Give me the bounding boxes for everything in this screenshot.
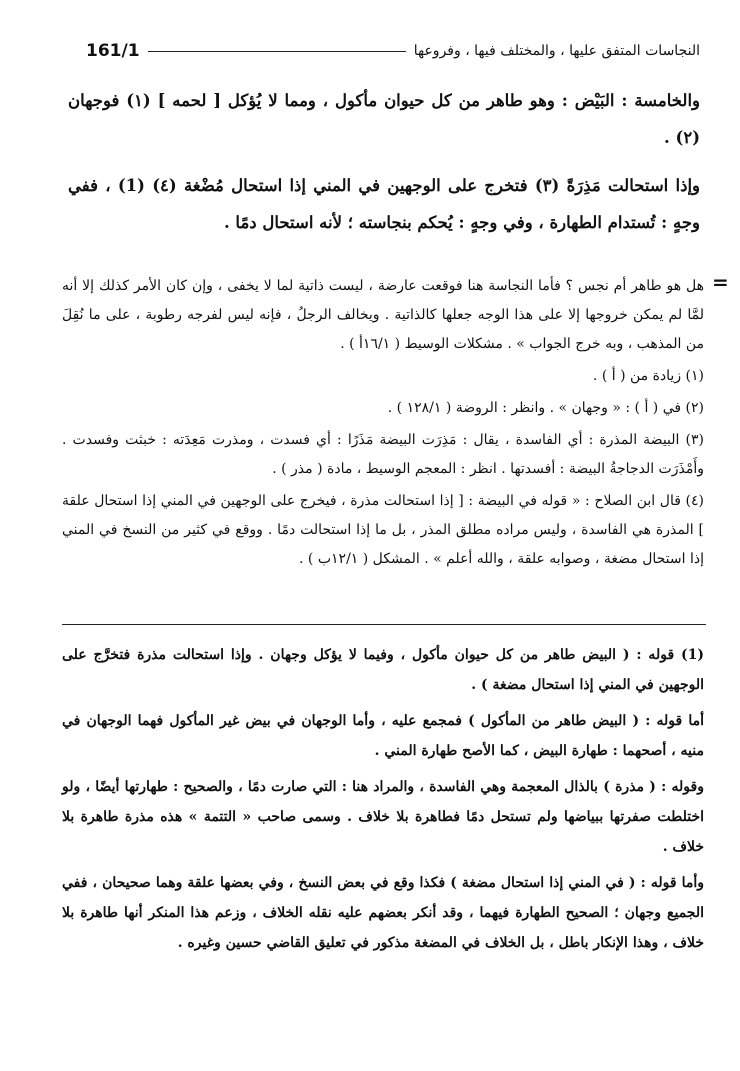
- gloss-divider: [62, 624, 706, 625]
- running-title: النجاسات المتفق عليها ، والمختلف فيها ، وفروعها: [413, 43, 700, 59]
- gloss-paragraph-3: وقوله : ( مذرة ) بالذال المعجمة وهي الفاسدة ، والمراد هنا : التي صارت دمًا ، والصحيح : طهارتها أيضًا ، ولو اختلطت صفرتها ببياضها ولم تستحل دمًا فطاهرة بلا خلاف . وسمى صاحب « التتمة » هذه مذرة طاهرة بلا خلاف .: [62, 779, 704, 855]
- footnote-4: (٤) قال ابن الصلاح : « قوله في البيضة : [ إذا استحالت مذرة ، فيخرج على الوجهين في المني إذا استحال علقة ] المذرة هي الفاسدة ، وليس مراده مطلق المذر ، بل ما إذا استحالت دمًا . ووقع في كثير من النسخ في المني إذا استحال مضغة ، وصوابه علقة ، والله أعلم » . المشكل ( ١٢/١ب ) .: [62, 493, 704, 567]
- main-paragraph-2: وإذا استحالت مَذِرَةً (٣) فتخرج على الوجهين في المني إذا استحال مُضْغة (٤) (1) ، ففي وجهٍ : تُستدام الطهارة ، وفي وجهٍ : يُحكم بنجاسته ؛ لأنه استحال دمًا .: [68, 176, 700, 232]
- gloss-paragraph-1: (1) قوله : ( البيض طاهر من كل حيوان مأكول ، وفيما لا يؤكل وجهان . وإذا استحالت مذرة فتخرَّج على الوجهين في المني إذا استحال مضغة ) .: [62, 647, 704, 693]
- gloss-section: [62, 640, 704, 964]
- page-number: 161/1: [86, 41, 140, 61]
- page-header: [86, 38, 700, 64]
- continuation-mark: =: [712, 270, 729, 294]
- header-rule: [148, 51, 406, 52]
- footnote-3: (٣) البيضة المذرة : أي الفاسدة ، يقال : مَذِرَت البيضة مَذَرًا : أي فسدت ، ومذرت مَعِدَته : خبثت وفسدت . وأَمْذَرَت الدجاجةُ البيضة : أفسدتها . انظر : المعجم الوسيط ، مادة ( مذر ) .: [62, 432, 704, 477]
- footnote-1: (١) زيادة من ( أ ) .: [592, 368, 704, 384]
- footnote-continuation: هل هو طاهر أم نجس ؟ فأما النجاسة هنا فوقعت عارضة ، ليست ذاتية لما لا يخفى ، وإن كان الأمر كذلك إلا أنه لمَّا لم يمكن خروجها إلا على هذا الوجه جعلها كالذاتية . ويخالف الرجلُ ، فإنه ليس لفرجه رطوبة ، على ما نُقِلَ من المذهب ، وبه خرج الجواب » . مشكلات الوسيط ( ١٦/١أ ) .: [62, 278, 704, 352]
- main-paragraph-1: والخامسة : البَيْض : وهو طاهر من كل حيوان مأكول ، ومما لا يُؤكل [ لحمه ] (١) فوجهان (٢) .: [68, 91, 700, 147]
- footnote-2: (٢) في ( أ ) : « وجهان » . وانظر : الروضة ( ١٢٨/١ ) .: [387, 400, 704, 416]
- footnotes: [62, 272, 704, 577]
- gloss-paragraph-2: أما قوله : ( البيض طاهر من المأكول ) فمجمع عليه ، وأما الوجهان في بيض غير المأكول فهما الوجهان في منيه ، أصحهما : طهارة البيض ، كما الأصح طهارة المني .: [62, 713, 704, 759]
- gloss-paragraph-4: وأما قوله : ( في المني إذا استحال مضغة ) فكذا وقع في بعض النسخ ، وفي بعضها علقة وهما صحيحان ، ففي الجميع وجهان ؛ الصحيح الطهارة فيهما ، وقد أنكر بعضهم عليه نقله الخلاف ، وزعم هذا المنكر أنها طاهرة بلا خلاف ، وهذا الإنكار باطل ، بل الخلاف في المضغة مذكور في تعليق القاضي حسين وغيره .: [62, 875, 704, 951]
